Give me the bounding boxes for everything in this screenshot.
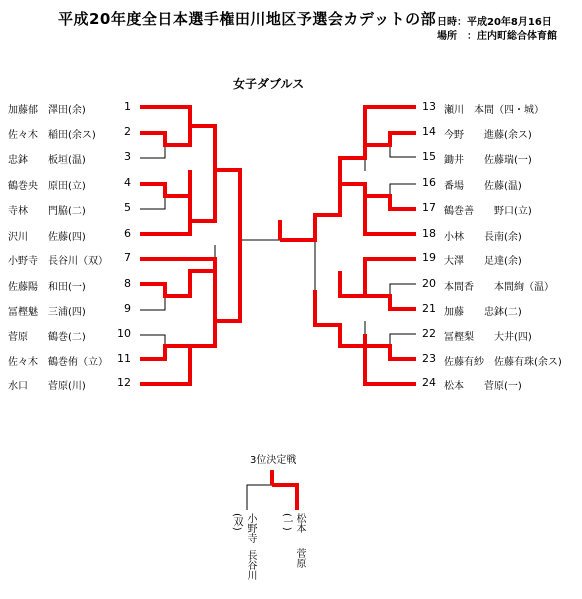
third-place-title: 3位決定戦 [250, 455, 297, 466]
seed-number: 13 [422, 100, 436, 113]
bracket-line [390, 184, 416, 196]
seed-number: 4 [124, 176, 131, 189]
winner-path [365, 133, 416, 145]
entry-name: 佐藤陽 和田(一) [8, 282, 86, 293]
seed-number: 14 [422, 125, 436, 138]
entry-name: 加藤 忠鉢(二) [444, 307, 522, 318]
winner-path [140, 346, 190, 371]
entry-name: 冨樫梨 大井(四) [444, 332, 532, 343]
seed-number: 5 [124, 201, 131, 214]
entry-name: 鶴巻央 原田(立) [8, 181, 86, 192]
entry-name: 瀬川 本間（四・城） [444, 105, 544, 116]
winner-path [365, 296, 416, 309]
winner-path [190, 170, 215, 221]
entry-name: 小野寺 長谷川（双） [8, 256, 108, 267]
winner-path [140, 271, 215, 296]
winner-path [340, 259, 416, 296]
seed-number: 18 [422, 227, 436, 240]
third-place-right-school: (一) [281, 513, 292, 531]
seed-number: 17 [422, 201, 436, 214]
entry-name: 冨樫魅 三浦(四) [8, 307, 86, 318]
third-place-left-b: 長谷川 [245, 550, 256, 580]
seed-number: 2 [124, 125, 131, 138]
winner-path [272, 470, 297, 510]
bracket-line [140, 296, 165, 310]
entry-name: 佐々木 鶴巻侑（立） [8, 357, 108, 368]
venue-value: 庄内町総合体育館 [477, 31, 557, 42]
entry-name: 佐藤有紗 佐藤有珠(余ス) [444, 357, 562, 368]
entry-name: 佐々木 稲田(余ス) [8, 130, 96, 141]
bracket-line [140, 145, 165, 158]
seed-number: 19 [422, 251, 436, 264]
bracket-line [140, 196, 165, 209]
seed-number: 22 [422, 327, 436, 340]
seed-number: 23 [422, 352, 436, 365]
event-title: 女子ダブルス [233, 77, 305, 91]
bracket-line [247, 485, 272, 510]
entry-name: 菅原 鶴巻(二) [8, 332, 86, 343]
entry-name: 番場 佐藤(温) [444, 181, 522, 192]
seed-number: 9 [124, 302, 131, 315]
third-place-right-b: 菅原 [294, 548, 305, 568]
seed-number: 21 [422, 302, 436, 315]
bracket-line [390, 334, 416, 346]
winner-path [280, 220, 315, 240]
venue-label: 場所 ： [437, 31, 477, 42]
date-label: 日時： [437, 17, 467, 28]
winner-path [140, 170, 190, 196]
seed-number: 1 [124, 100, 131, 113]
entry-name: 加藤郁 澤田(余) [8, 105, 86, 116]
seed-number: 10 [117, 327, 131, 340]
entry-name: 寺林 門脇(二) [8, 206, 86, 217]
entry-name: 水口 菅原(川) [8, 381, 86, 392]
entry-name: 松本 菅原(一) [444, 381, 522, 392]
seed-number: 8 [124, 277, 131, 290]
seed-number: 11 [117, 352, 131, 365]
winner-path [140, 321, 215, 384]
entry-name: 忠鉢 板垣(温) [8, 155, 86, 166]
date-value: 平成20年8月16日 [467, 17, 552, 28]
third-place-left-school: (双) [231, 513, 242, 531]
bracket-line [290, 240, 315, 325]
entry-name: 鋤井 佐藤瑞(一) [444, 155, 532, 166]
page-title: 平成20年度全日本選手権田川地区予選会カデットの部 [58, 10, 437, 28]
winner-lines [140, 107, 416, 510]
bracket-line [140, 335, 165, 346]
winner-path [140, 126, 190, 145]
seed-number: 15 [422, 150, 436, 163]
entry-name: 沢川 佐藤(四) [8, 232, 86, 243]
bracket-line [390, 145, 416, 157]
third-place-left-a: 小野寺 [245, 513, 256, 543]
seed-number: 20 [422, 277, 436, 290]
seed-number: 16 [422, 176, 436, 189]
seed-number: 7 [124, 251, 131, 264]
entry-name: 今野 進藤(余ス) [444, 130, 532, 141]
entry-name: 本間香 本間絢（温） [444, 282, 554, 293]
seed-number: 6 [124, 227, 131, 240]
entry-name: 大澤 足達(余) [444, 256, 522, 267]
seed-number: 12 [117, 376, 131, 389]
bracket-line [390, 284, 416, 296]
seed-number: 3 [124, 150, 131, 163]
entry-name: 鶴巻善 野口(立) [444, 206, 532, 217]
third-place-right-a: 松本 [294, 513, 305, 533]
winner-path [340, 184, 416, 209]
entry-name: 小林 長南(余) [444, 232, 522, 243]
seed-number: 24 [422, 376, 436, 389]
